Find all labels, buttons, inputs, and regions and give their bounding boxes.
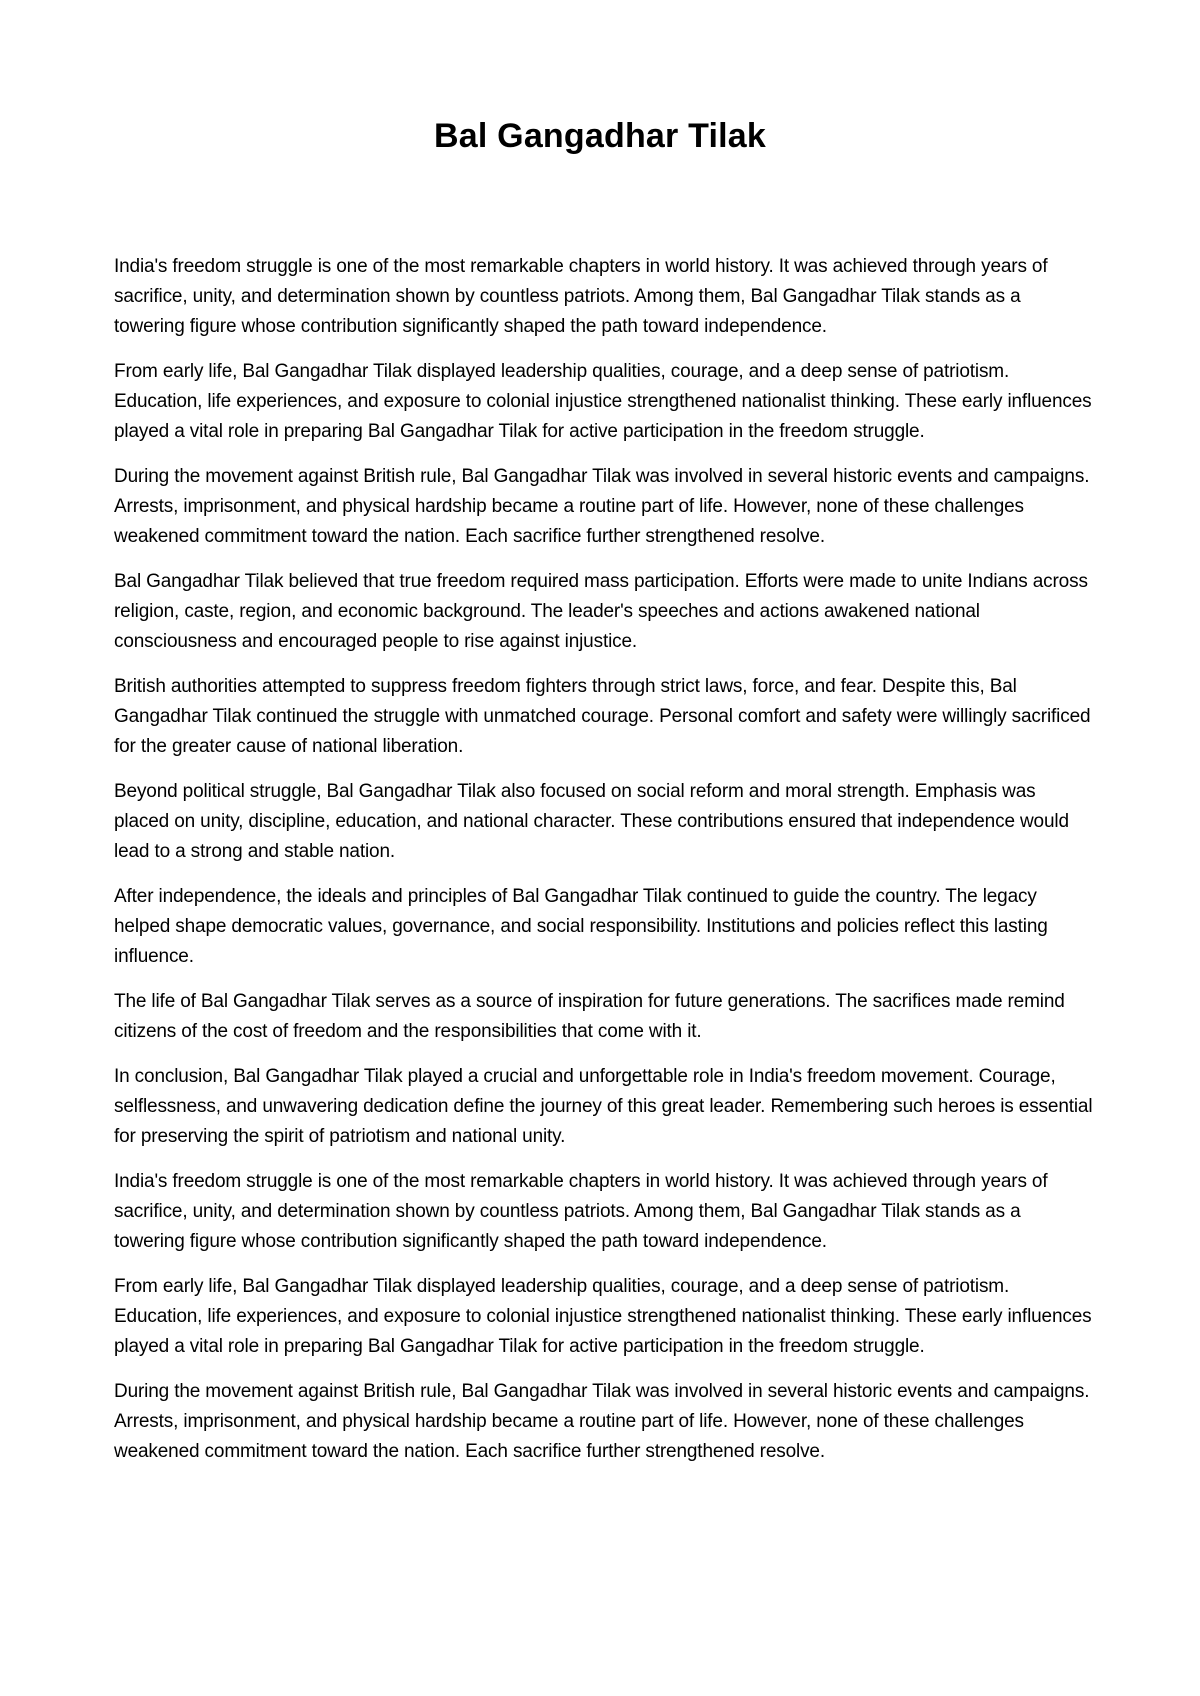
page-title: Bal Gangadhar Tilak [434,117,766,155]
paragraph: During the movement against British rule, Bal Gangadhar Tilak was involved in several historic events and campaigns. Arrests, imprisonment, and physical hardship became a routine part of life. However, none of these challenges weakened commitment toward the nation. Each sacrifice further strengthened resolve. [114,466,1090,547]
essay-body [114,252,1094,1482]
paragraph: India's freedom struggle is one of the most remarkable chapters in world history. It was achieved through years of sacrifice, unity, and determination shown by countless patriots. Among them, Bal Gangadhar Tilak stands as a towering figure whose contribution significantly shaped the path toward independence. [114,256,1048,337]
paragraph: Bal Gangadhar Tilak believed that true freedom required mass participation. Efforts were made to unite Indians across religion, caste, region, and economic background. The leader's speeches and actions awakened national consciousness and encouraged people to rise against injustice. [114,571,1088,652]
paragraph: Beyond political struggle, Bal Gangadhar Tilak also focused on social reform and moral strength. Emphasis was placed on unity, discipline, education, and national character. These contributions ensured that independence would lead to a strong and stable nation. [114,781,1069,862]
paragraph: From early life, Bal Gangadhar Tilak displayed leadership qualities, courage, and a deep sense of patriotism. Education, life experiences, and exposure to colonial injustice strengthened nationalist thinking. These early influences played a vital role in preparing Bal Gangadhar Tilak for active participation in the freedom struggle. [114,1276,1092,1357]
paragraph: In conclusion, Bal Gangadhar Tilak played a crucial and unforgettable role in India's freedom movement. Courage, selflessness, and unwavering dedication define the journey of this great leader. Remembering such heroes is essential for preserving the spirit of patriotism and national unity. [114,1066,1093,1147]
paragraph: After independence, the ideals and principles of Bal Gangadhar Tilak continued to guide the country. The legacy helped shape democratic values, governance, and social responsibility. Institutions and policies reflect this lasting influence. [114,886,1048,967]
paragraph: The life of Bal Gangadhar Tilak serves as a source of inspiration for future generations. The sacrifices made remind citizens of the cost of freedom and the responsibilities that come with it. [114,991,1065,1042]
paragraph: From early life, Bal Gangadhar Tilak displayed leadership qualities, courage, and a deep sense of patriotism. Education, life experiences, and exposure to colonial injustice strengthened nationalist thinking. These early influences played a vital role in preparing Bal Gangadhar Tilak for active participation in the freedom struggle. [114,361,1092,442]
paragraph: During the movement against British rule, Bal Gangadhar Tilak was involved in several historic events and campaigns. Arrests, imprisonment, and physical hardship became a routine part of life. However, none of these challenges weakened commitment toward the nation. Each sacrifice further strengthened resolve. [114,1381,1090,1462]
paragraph: India's freedom struggle is one of the most remarkable chapters in world history. It was achieved through years of sacrifice, unity, and determination shown by countless patriots. Among them, Bal Gangadhar Tilak stands as a towering figure whose contribution significantly shaped the path toward independence. [114,1171,1048,1252]
paragraph: British authorities attempted to suppress freedom fighters through strict laws, force, and fear. Despite this, Bal Gangadhar Tilak continued the struggle with unmatched courage. Personal comfort and safety were willingly sacrificed for the greater cause of national liberation. [114,676,1091,757]
